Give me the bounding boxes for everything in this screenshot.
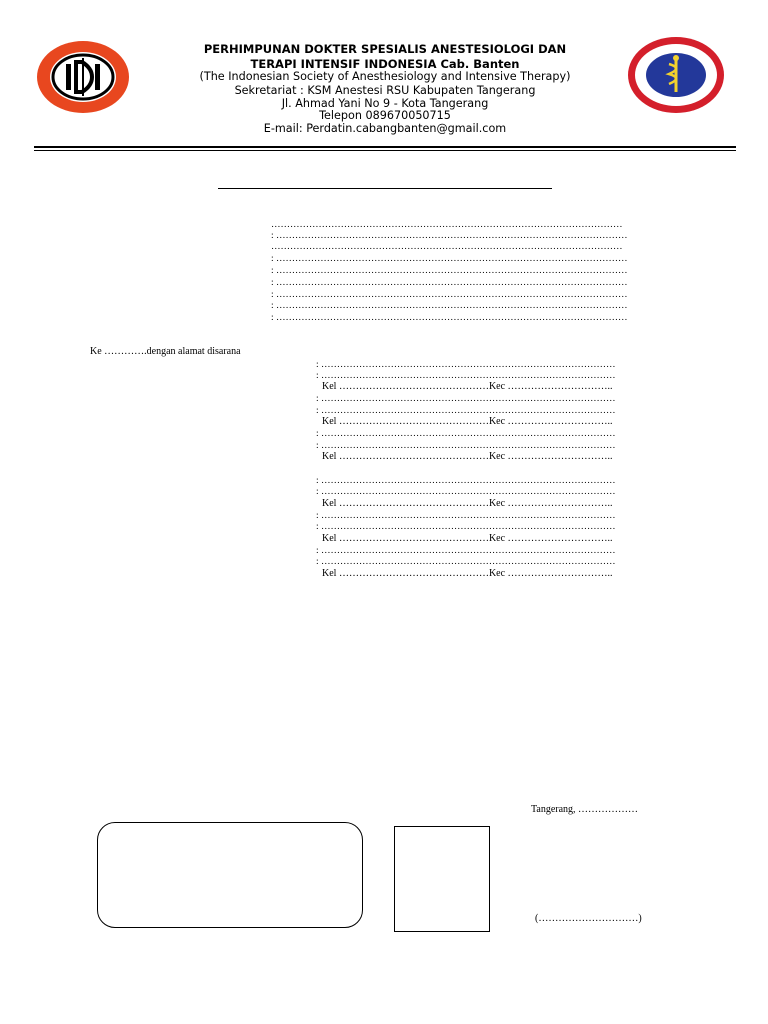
field-line-6: : ………………………………………………………………………………………………… [271,278,628,288]
signature-line: (…………………………) [535,913,642,924]
field-line-8: : ………………………………………………………………………………………………… [271,301,628,311]
address-line: : ………………………………………………………………………………… [316,406,616,416]
kel-kec-line: Kel ………………………………………Kec ………………………….. [322,533,613,544]
header-divider-thin [34,150,736,151]
place-date: Tangerang, ……………… [531,804,639,815]
address-line: : ………………………………………………………………………………… [316,476,616,486]
email-text: E-mail: Perdatin.cabangbanten@gmail.com [263,122,507,135]
org-english-name: (The Indonesian Society of Anesthesiology and Intensive Therapy) [199,70,571,83]
field-line-5: : ………………………………………………………………………………………………… [271,266,628,276]
kel-kec-line: Kel ………………………………………Kec ………………………….. [322,416,613,427]
address-line: : ………………………………………………………………………………… [316,371,616,381]
address-line: : ………………………………………………………………………………… [316,511,616,521]
idi-logo-icon [36,40,130,114]
kel-kec-line: Kel ………………………………………Kec ………………………….. [322,381,613,392]
field-line-3: ………………………………………………………………………………………………… [271,242,623,252]
field-line-4: : ………………………………………………………………………………………………… [271,254,628,264]
org-name-line2: TERAPI INTENSIF INDONESIA Cab. Banten [250,57,520,71]
address-line: : ………………………………………………………………………………… [316,441,616,451]
address-line: : ………………………………………………………………………………… [316,429,616,439]
header-divider-thick [34,146,736,148]
bhakti-logo-icon [627,36,725,114]
field-line-2: : ………………………………………………………………………………………………… [271,231,628,241]
field-line-1: ………………………………………………………………………………………………… [271,220,623,230]
org-name-line1: PERHIMPUNAN DOKTER SPESIALIS ANESTESIOLOGI DAN [203,42,567,56]
address-line: : ………………………………………………………………………………… [316,522,616,532]
idi-logo [36,40,130,114]
kel-kec-line: Kel ………………………………………Kec ………………………….. [322,451,613,462]
address-text: Jl. Ahmad Yani No 9 - Kota Tangerang [281,97,489,110]
kel-kec-line: Kel ………………………………………Kec ………………………….. [322,498,613,509]
address-line: : ………………………………………………………………………………… [316,546,616,556]
stamp-box [97,822,363,928]
destination-line: Ke ………….dengan alamat disarana [90,346,241,357]
phone-text: Telepon 089670050715 [319,109,451,122]
field-line-7: : ………………………………………………………………………………………………… [271,290,628,300]
field-line-9: : ………………………………………………………………………………………………… [271,313,628,323]
title-underline [218,188,552,189]
address-line: : ………………………………………………………………………………… [316,557,616,567]
bhakti-logo [627,36,725,114]
kel-kec-line: Kel ………………………………………Kec ………………………….. [322,568,613,579]
secretariat-text: Sekretariat : KSM Anestesi RSU Kabupaten Tangerang [234,84,536,97]
address-line: : ………………………………………………………………………………… [316,360,616,370]
photo-box [394,826,490,932]
address-line: : ………………………………………………………………………………… [316,487,616,497]
address-line: : ………………………………………………………………………………… [316,394,616,404]
